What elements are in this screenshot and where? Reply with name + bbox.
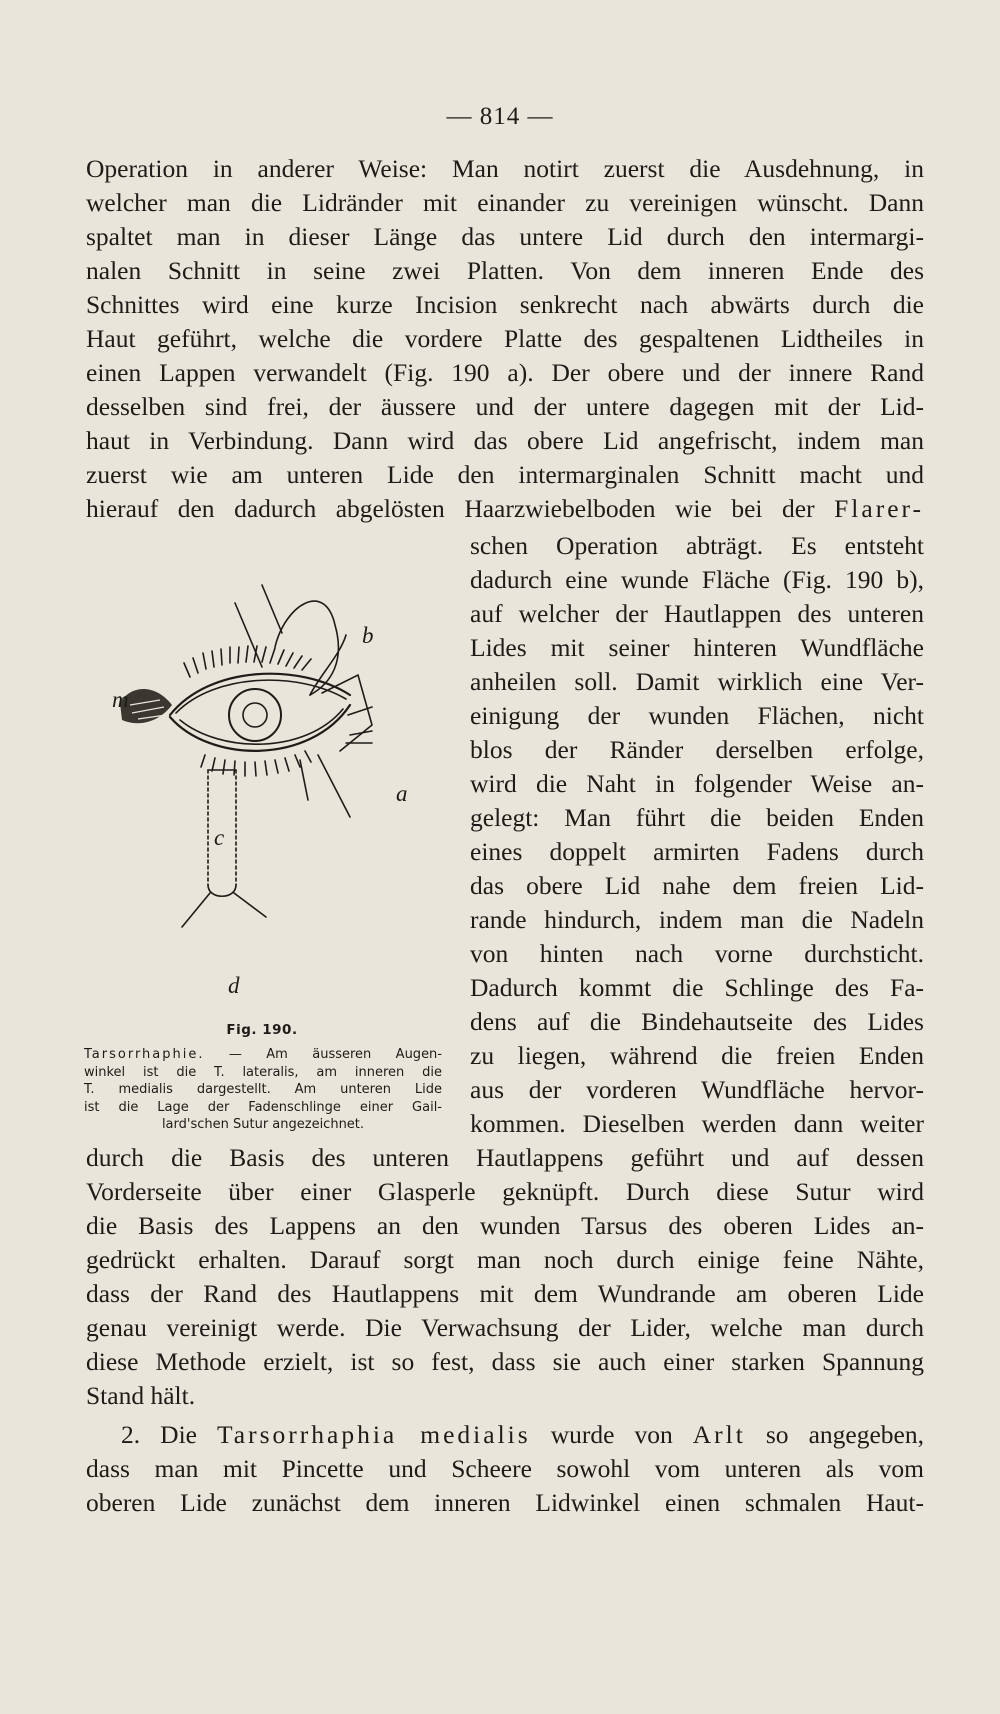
caption-line: lard'schen Sutur angezeichnet.	[161, 1117, 365, 1132]
label-c: c	[214, 825, 225, 850]
text-line: dass der Rand des Hautlappens mit dem Wundrande am oberen Lide	[86, 1279, 924, 1308]
suture-loop	[208, 885, 236, 896]
text-line: Haut geführt, welche die vordere Platte des gespaltenen Lidtheiles in	[86, 324, 924, 353]
text-line: von hinten nach vorne durchsticht.	[470, 939, 924, 968]
text-line: nalen Schnitt in seine zwei Platten. Von dem inneren Ende des	[86, 256, 924, 285]
text-line: genau vereinigt werde. Die Verwachsung der Lider, welche man durch	[86, 1313, 924, 1342]
text-span: so angegeben,	[745, 1420, 924, 1449]
text-span: hierauf den dadurch abgelösten Haarzwiebelboden wie bei der	[86, 494, 835, 523]
caption-line	[84, 1046, 442, 1064]
text-line: Vorderseite über einer Glasperle geknüpft. Durch diese Sutur wird	[86, 1177, 924, 1206]
text-line: die Basis des Lappens an den wunden Tarsus des oberen Lides an-	[86, 1211, 924, 1240]
iris	[229, 689, 281, 741]
author-name: Flarer-	[834, 494, 924, 523]
text-line: das obere Lid nahe dem freien Lid-	[470, 871, 924, 900]
incision-line	[318, 755, 350, 817]
text-line: gedrückt erhalten. Darauf sorgt man noch durch einige feine Nähte,	[86, 1245, 924, 1274]
term-name: Tarsorrhaphia medialis	[217, 1420, 531, 1449]
text-line: zu liegen, während die freien Enden	[470, 1041, 924, 1070]
text-line: desselben sind frei, der äussere und der untere dagegen mit der Lid-	[86, 392, 924, 421]
eye-illustration	[110, 555, 430, 1035]
text-line: anheilen soll. Damit wirklich eine Ver-	[470, 667, 924, 696]
text-line: Stand hält.	[86, 1381, 196, 1410]
figure-title: Fig. 190.	[226, 1022, 298, 1038]
text-line: spaltet man in dieser Länge das untere Lid durch den intermargi-	[86, 222, 924, 251]
text-line: wird die Naht in folgender Weise an-	[470, 769, 924, 798]
text-line: kommen. Dieselben werden dann weiter	[470, 1109, 924, 1138]
text-line: dass man mit Pincette und Scheere sowohl vom unteren als vom	[86, 1454, 924, 1483]
label-d: d	[228, 973, 240, 998]
label-a: a	[396, 781, 408, 806]
text-line: durch die Basis des unteren Hautlappens geführt und auf dessen	[86, 1143, 924, 1172]
author-name: Arlt	[692, 1420, 746, 1449]
text-span: wurde von	[530, 1420, 693, 1449]
label-m: m	[112, 687, 129, 712]
text-line	[86, 492, 924, 526]
text-span: 2. Die	[121, 1420, 218, 1449]
eye-drawing	[110, 555, 430, 1035]
incision-line	[300, 760, 308, 800]
text-line: Dadurch kommt die Schlinge des Fa-	[470, 973, 924, 1002]
text-line: schen Operation abträgt. Es entsteht	[470, 531, 924, 560]
upper-lid-inner	[176, 680, 346, 713]
caption-line: T. medialis dargestellt. Am unteren Lide	[84, 1082, 442, 1097]
caption-line: winkel ist die T. lateralis, am inneren die	[84, 1064, 442, 1080]
text-line: Schnittes wird eine kurze Incision senkrecht nach abwärts durch die	[86, 290, 924, 319]
text-line: einigung der wunden Flächen, nicht	[470, 701, 924, 730]
forceps-line	[262, 585, 282, 633]
text-line: dadurch eine wunde Fläche (Fig. 190 b),	[470, 565, 924, 594]
text-line: auf welcher der Hautlappen des unteren	[470, 599, 924, 628]
pupil	[243, 703, 267, 727]
text-line: Lides mit seiner hinteren Wundfläche	[470, 633, 924, 662]
text-line	[121, 1418, 924, 1452]
text-line: einen Lappen verwandelt (Fig. 190 a). Der obere und der innere Rand	[86, 358, 924, 387]
text-line: diese Methode erzielt, ist so fest, dass sie auch einer starken Spannung	[86, 1347, 924, 1376]
suture-ends	[182, 893, 266, 927]
text-line: dens auf die Bindehautseite des Lides	[470, 1007, 924, 1036]
text-line: welcher man die Lidränder mit einander zu vereinigen wünscht. Dann	[86, 188, 924, 217]
text-line: blos der Ränder derselben erfolge,	[470, 735, 924, 764]
text-line: rande hindurch, indem man die Nadeln	[470, 905, 924, 934]
label-b: b	[362, 623, 374, 648]
text-line: eines doppelt armirten Fadens durch	[470, 837, 924, 866]
lower-lid-inner	[180, 709, 343, 744]
caption-line: ist die Lage der Fadenschlinge einer Gail-	[84, 1099, 442, 1115]
lower-lashes	[201, 751, 311, 776]
figure-caption	[84, 1046, 442, 1134]
caption-term: Tarsorrhaphie.	[84, 1047, 205, 1062]
lateral-flap	[322, 675, 372, 751]
caption-text: — Am äusseren Augen-	[204, 1047, 442, 1062]
text-line: zuerst wie am unteren Lide den intermarginalen Schnitt macht und	[86, 460, 924, 489]
text-line: oberen Lide zunächst dem inneren Lidwinkel einen schmalen Haut-	[86, 1488, 924, 1517]
page-number: — 814 —	[446, 103, 554, 130]
text-line: gelegt: Man führt die beiden Enden	[470, 803, 924, 832]
text-line: Operation in anderer Weise: Man notirt zuerst die Ausdehnung, in	[86, 154, 924, 183]
text-line: haut in Verbindung. Dann wird das obere Lid angefrischt, indem man	[86, 426, 924, 455]
upper-lashes	[184, 646, 311, 677]
text-line: aus der vorderen Wundfläche hervor-	[470, 1075, 924, 1104]
